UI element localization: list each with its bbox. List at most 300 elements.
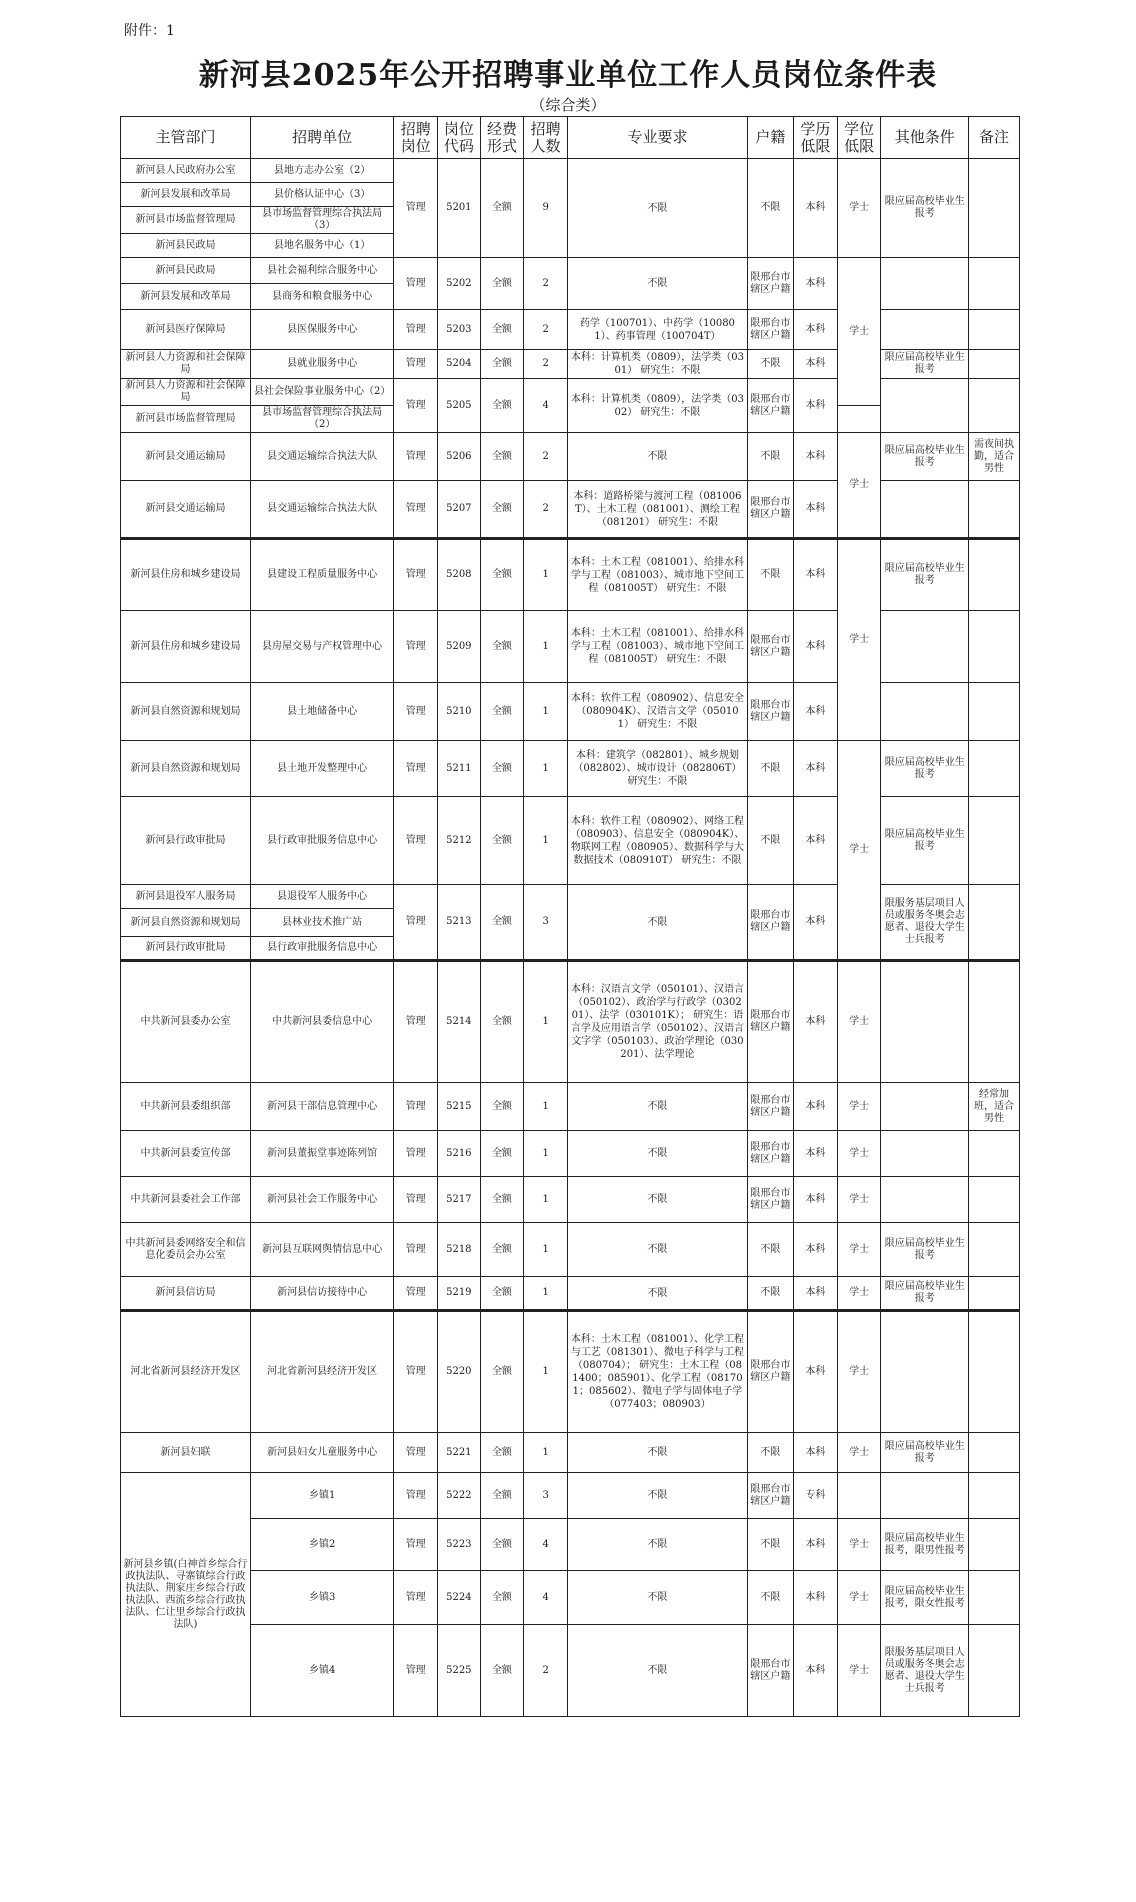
count-cell: 1 <box>524 1277 568 1311</box>
table-row <box>121 961 1020 1083</box>
code-cell: 5209 <box>438 611 481 683</box>
edu-cell: 本科 <box>794 1311 838 1433</box>
edu-cell: 本科 <box>794 611 838 683</box>
header-cell: 学历低限 <box>794 117 838 159</box>
major-cell: 本科：土木工程（081001）、给排水科学与工程（081003）、城市地下空间工程（081005T） 研究生：不限 <box>568 611 748 683</box>
unit-cell: 县交通运输综合执法大队 <box>250 481 393 539</box>
code-cell: 5224 <box>438 1571 481 1625</box>
hukou-cell: 限邢台市辖区户籍 <box>747 258 793 310</box>
count-cell: 2 <box>524 350 568 379</box>
hukou-cell: 不限 <box>747 433 793 481</box>
count-cell: 4 <box>524 379 568 433</box>
code-cell: 5220 <box>438 1311 481 1433</box>
post-cell: 管理 <box>394 741 438 797</box>
post-cell: 管理 <box>394 310 438 350</box>
hukou-cell: 限邢台市辖区户籍 <box>747 1625 793 1717</box>
unit-cell: 县医保服务中心 <box>250 310 393 350</box>
funding-cell: 全额 <box>480 1131 524 1177</box>
edu-cell: 本科 <box>794 797 838 885</box>
table-row <box>121 1223 1020 1277</box>
dept-cell: 新河县住房和城乡建设局 <box>121 539 251 611</box>
note-cell <box>968 885 1019 961</box>
funding-cell: 全额 <box>480 1519 524 1571</box>
major-cell: 不限 <box>568 1519 748 1571</box>
major-cell: 本科：道路桥梁与渡河工程（081006T）、土木工程（081001）、测绘工程（081201） 研究生：不限 <box>568 481 748 539</box>
unit-cell: 县地名服务中心（1） <box>250 234 393 258</box>
post-cell: 管理 <box>394 1223 438 1277</box>
degree-cell: 学士 <box>837 258 881 406</box>
other-cell <box>881 481 968 539</box>
note-cell <box>968 539 1019 611</box>
code-cell: 5208 <box>438 539 481 611</box>
major-cell: 本科：土木工程（081001）、给排水科学与工程（081003）、城市地下空间工程（081005T） 研究生：不限 <box>568 539 748 611</box>
note-cell <box>968 1473 1019 1519</box>
funding-cell: 全额 <box>480 741 524 797</box>
header-row <box>121 117 1020 159</box>
post-cell: 管理 <box>394 611 438 683</box>
hukou-cell: 限邢台市辖区户籍 <box>747 481 793 539</box>
other-cell <box>881 683 968 741</box>
table-row <box>121 683 1020 741</box>
code-cell: 5206 <box>438 433 481 481</box>
unit-cell: 县社会福利综合服务中心 <box>250 258 393 284</box>
hukou-cell: 不限 <box>747 539 793 611</box>
unit-cell: 新河县信访接待中心 <box>250 1277 393 1311</box>
funding-cell: 全额 <box>480 683 524 741</box>
code-cell: 5201 <box>438 159 481 258</box>
edu-cell: 本科 <box>794 683 838 741</box>
dept-cell: 中共新河县委组织部 <box>121 1083 251 1131</box>
note-cell <box>968 1433 1019 1473</box>
post-cell: 管理 <box>394 1311 438 1433</box>
dept-cell: 新河县市场监督管理局 <box>121 406 251 433</box>
code-cell: 5218 <box>438 1223 481 1277</box>
funding-cell: 全额 <box>480 159 524 258</box>
unit-cell: 河北省新河县经济开发区 <box>250 1311 393 1433</box>
dept-cell: 新河县行政审批局 <box>121 797 251 885</box>
hukou-cell: 不限 <box>747 797 793 885</box>
funding-cell: 全额 <box>480 885 524 961</box>
dept-cell: 新河县人民政府办公室 <box>121 159 251 183</box>
hukou-cell: 不限 <box>747 1277 793 1311</box>
unit-cell: 县交通运输综合执法大队 <box>250 433 393 481</box>
degree-cell: 学士 <box>837 159 881 258</box>
table-row <box>121 539 1020 611</box>
count-cell: 1 <box>524 683 568 741</box>
header-cell: 主管部门 <box>121 117 251 159</box>
edu-cell: 本科 <box>794 539 838 611</box>
degree-cell: 学士 <box>837 1223 881 1277</box>
hukou-cell: 限邢台市辖区户籍 <box>747 310 793 350</box>
post-cell: 管理 <box>394 350 438 379</box>
count-cell: 4 <box>524 1519 568 1571</box>
hukou-cell: 不限 <box>747 1519 793 1571</box>
unit-cell: 县市场监督管理综合执法局（3） <box>250 207 393 234</box>
code-cell: 5213 <box>438 885 481 961</box>
header-cell: 招聘单位 <box>250 117 393 159</box>
hukou-cell: 不限 <box>747 1571 793 1625</box>
major-cell: 不限 <box>568 159 748 258</box>
edu-cell: 本科 <box>794 1433 838 1473</box>
post-cell: 管理 <box>394 433 438 481</box>
degree-cell: 学士 <box>837 961 881 1083</box>
degree-cell: 学士 <box>837 1625 881 1717</box>
unit-cell: 县林业技术推广站 <box>250 909 393 937</box>
unit-cell: 县价格认证中心（3） <box>250 183 393 207</box>
hukou-cell: 不限 <box>747 350 793 379</box>
count-cell: 3 <box>524 885 568 961</box>
edu-cell: 本科 <box>794 1277 838 1311</box>
table-row <box>121 1625 1020 1717</box>
unit-cell: 县土地储备中心 <box>250 683 393 741</box>
hukou-cell: 限邢台市辖区户籍 <box>747 1083 793 1131</box>
unit-cell: 乡镇3 <box>250 1571 393 1625</box>
major-cell: 不限 <box>568 1433 748 1473</box>
post-cell: 管理 <box>394 683 438 741</box>
code-cell: 5212 <box>438 797 481 885</box>
unit-cell: 县就业服务中心 <box>250 350 393 379</box>
code-cell: 5225 <box>438 1625 481 1717</box>
dept-cell: 新河县人力资源和社会保障局 <box>121 350 251 379</box>
code-cell: 5210 <box>438 683 481 741</box>
post-cell: 管理 <box>394 797 438 885</box>
table-row <box>121 258 1020 284</box>
table-row <box>121 1519 1020 1571</box>
note-cell <box>968 1177 1019 1223</box>
code-cell: 5217 <box>438 1177 481 1223</box>
funding-cell: 全额 <box>480 1277 524 1311</box>
header-cell: 备注 <box>968 117 1019 159</box>
dept-cell: 新河县发展和改革局 <box>121 183 251 207</box>
hukou-cell: 限邢台市辖区户籍 <box>747 611 793 683</box>
header-cell: 经费形式 <box>480 117 524 159</box>
unit-cell: 县商务和粮食服务中心 <box>250 284 393 310</box>
table-row <box>121 433 1020 481</box>
funding-cell: 全额 <box>480 258 524 310</box>
code-cell: 5215 <box>438 1083 481 1131</box>
funding-cell: 全额 <box>480 310 524 350</box>
unit-cell: 新河县干部信息管理中心 <box>250 1083 393 1131</box>
table-row <box>121 379 1020 406</box>
count-cell: 2 <box>524 481 568 539</box>
dept-cell: 新河县医疗保障局 <box>121 310 251 350</box>
hukou-cell: 限邢台市辖区户籍 <box>747 1131 793 1177</box>
other-cell: 限应届高校毕业生报考 <box>881 1433 968 1473</box>
table-row <box>121 1473 1020 1519</box>
degree-cell: 学士 <box>837 539 881 741</box>
code-cell: 5207 <box>438 481 481 539</box>
dept-cell: 新河县自然资源和规划局 <box>121 683 251 741</box>
funding-cell: 全额 <box>480 1571 524 1625</box>
dept-cell: 新河县民政局 <box>121 234 251 258</box>
header-cell: 招聘人数 <box>524 117 568 159</box>
code-cell: 5219 <box>438 1277 481 1311</box>
hukou-cell: 限邢台市辖区户籍 <box>747 1473 793 1519</box>
post-cell: 管理 <box>394 1131 438 1177</box>
unit-cell: 乡镇2 <box>250 1519 393 1571</box>
dept-cell: 新河县乡镇(白神首乡综合行政执法队、寻寨镇综合行政执法队、荆家庄乡综合行政执法队、西流乡综合行政执法队、仁让里乡综合行政执法队) <box>121 1473 251 1717</box>
table-row <box>121 1571 1020 1625</box>
count-cell: 1 <box>524 539 568 611</box>
edu-cell: 本科 <box>794 481 838 539</box>
post-cell: 管理 <box>394 159 438 258</box>
unit-cell: 乡镇4 <box>250 1625 393 1717</box>
header-cell: 户籍 <box>747 117 793 159</box>
unit-cell: 新河县互联网舆情信息中心 <box>250 1223 393 1277</box>
edu-cell: 本科 <box>794 1131 838 1177</box>
edu-cell: 本科 <box>794 350 838 379</box>
degree-cell: 学士 <box>837 1177 881 1223</box>
post-cell: 管理 <box>394 1433 438 1473</box>
edu-cell: 本科 <box>794 885 838 961</box>
header-cell: 学位低限 <box>837 117 881 159</box>
post-cell: 管理 <box>394 1277 438 1311</box>
note-cell <box>968 1571 1019 1625</box>
table-row <box>121 1131 1020 1177</box>
count-cell: 1 <box>524 797 568 885</box>
note-cell: 需夜间执勤，适合男性 <box>968 433 1019 481</box>
funding-cell: 全额 <box>480 379 524 433</box>
edu-cell: 本科 <box>794 1571 838 1625</box>
table-row <box>121 741 1020 797</box>
dept-cell: 新河县自然资源和规划局 <box>121 909 251 937</box>
funding-cell: 全额 <box>480 433 524 481</box>
edu-cell: 本科 <box>794 258 838 310</box>
post-cell: 管理 <box>394 1519 438 1571</box>
table-row <box>121 1177 1020 1223</box>
other-cell: 限应届高校毕业生报考 <box>881 741 968 797</box>
note-cell <box>968 741 1019 797</box>
dept-cell: 新河县交通运输局 <box>121 481 251 539</box>
degree-cell: 学士 <box>837 1083 881 1131</box>
count-cell: 1 <box>524 741 568 797</box>
table-row <box>121 310 1020 350</box>
code-cell: 5216 <box>438 1131 481 1177</box>
hukou-cell: 限邢台市辖区户籍 <box>747 1311 793 1433</box>
degree-cell: 学士 <box>837 1519 881 1571</box>
page-title: 新河县2025年公开招聘事业单位工作人员岗位条件表 <box>198 58 938 93</box>
major-cell: 不限 <box>568 1223 748 1277</box>
note-cell <box>968 961 1019 1083</box>
unit-cell: 县房屋交易与产权管理中心 <box>250 611 393 683</box>
dept-cell: 中共新河县委办公室 <box>121 961 251 1083</box>
post-cell: 管理 <box>394 539 438 611</box>
note-cell: 经常加班，适合男性 <box>968 1083 1019 1131</box>
note-cell <box>968 350 1019 379</box>
note-cell <box>968 481 1019 539</box>
major-cell: 不限 <box>568 1177 748 1223</box>
code-cell: 5204 <box>438 350 481 379</box>
edu-cell: 本科 <box>794 1223 838 1277</box>
count-cell: 2 <box>524 258 568 310</box>
funding-cell: 全额 <box>480 1177 524 1223</box>
hukou-cell: 限邢台市辖区户籍 <box>747 961 793 1083</box>
note-cell <box>968 310 1019 350</box>
hukou-cell: 不限 <box>747 741 793 797</box>
major-cell: 本科：土木工程（081001）、化学工程与工艺（081301）、微电子科学与工程（080704）； 研究生：土木工程（081400；085901）、化学工程（081701；085602）、微电子学与固体电子学（077403；080903） <box>568 1311 748 1433</box>
unit-cell: 新河县妇女儿童服务中心 <box>250 1433 393 1473</box>
post-cell: 管理 <box>394 1083 438 1131</box>
hukou-cell: 限邢台市辖区户籍 <box>747 683 793 741</box>
count-cell: 1 <box>524 1131 568 1177</box>
code-cell: 5205 <box>438 379 481 433</box>
funding-cell: 全额 <box>480 1473 524 1519</box>
other-cell <box>881 379 968 433</box>
edu-cell: 本科 <box>794 379 838 433</box>
note-cell <box>968 1131 1019 1177</box>
note-cell <box>968 1311 1019 1433</box>
major-cell: 本科：汉语言文学（050101）、汉语言（050102）、政治学与行政学（030201）、法学（030101K）； 研究生：语言学及应用语言学（050102）、汉语言文字学（050103）、政治学理论（030201）、法学理论 <box>568 961 748 1083</box>
major-cell: 不限 <box>568 1473 748 1519</box>
code-cell: 5221 <box>438 1433 481 1473</box>
post-cell: 管理 <box>394 1473 438 1519</box>
dept-cell: 新河县信访局 <box>121 1277 251 1311</box>
degree-cell: 学士 <box>837 433 881 539</box>
dept-cell: 新河县人力资源和社会保障局 <box>121 379 251 406</box>
table-row <box>121 797 1020 885</box>
dept-cell: 新河县交通运输局 <box>121 433 251 481</box>
other-cell: 限应届高校毕业生报考 <box>881 539 968 611</box>
dept-cell: 新河县自然资源和规划局 <box>121 741 251 797</box>
major-cell: 药学（100701）、中药学（100801）、药事管理（100704T） <box>568 310 748 350</box>
other-cell <box>881 310 968 350</box>
funding-cell: 全额 <box>480 1311 524 1433</box>
dept-cell: 新河县妇联 <box>121 1433 251 1473</box>
major-cell: 本科：软件工程（080902）、网络工程（080903）、信息安全（080904K）、物联网工程（080905）、数据科学与大数据技术（080910T） 研究生：不限 <box>568 797 748 885</box>
dept-cell: 中共新河县委宣传部 <box>121 1131 251 1177</box>
table-row <box>121 1277 1020 1311</box>
table-row <box>121 1311 1020 1433</box>
other-cell <box>881 961 968 1083</box>
unit-cell: 县市场监督管理综合执法局（2） <box>250 406 393 433</box>
count-cell: 1 <box>524 1223 568 1277</box>
hukou-cell: 限邢台市辖区户籍 <box>747 1177 793 1223</box>
note-cell <box>968 611 1019 683</box>
other-cell: 限服务基层项目人员或服务冬奥会志愿者、退役大学生士兵报考 <box>881 1625 968 1717</box>
other-cell: 限服务基层项目人员或服务冬奥会志愿者、退役大学生士兵报考 <box>881 885 968 961</box>
page-subtitle: （综合类） <box>530 96 606 114</box>
edu-cell: 本科 <box>794 1519 838 1571</box>
edu-cell: 本科 <box>794 1625 838 1717</box>
degree-cell: 学士 <box>837 1311 881 1433</box>
dept-cell: 新河县退役军人服务局 <box>121 885 251 909</box>
table-row <box>121 611 1020 683</box>
code-cell: 5223 <box>438 1519 481 1571</box>
post-cell: 管理 <box>394 1177 438 1223</box>
unit-cell: 县社会保险事业服务中心（2） <box>250 379 393 406</box>
header-cell: 岗位代码 <box>438 117 481 159</box>
count-cell: 2 <box>524 1625 568 1717</box>
degree-cell: 学士 <box>837 1131 881 1177</box>
count-cell: 4 <box>524 1571 568 1625</box>
note-cell <box>968 1519 1019 1571</box>
table-row <box>121 1083 1020 1131</box>
major-cell: 本科：建筑学（082801）、城乡规划（082802）、城市设计（082806T） 研究生：不限 <box>568 741 748 797</box>
funding-cell: 全额 <box>480 611 524 683</box>
code-cell: 5222 <box>438 1473 481 1519</box>
dept-cell: 新河县民政局 <box>121 258 251 284</box>
post-cell: 管理 <box>394 379 438 433</box>
funding-cell: 全额 <box>480 797 524 885</box>
position-table <box>120 116 1020 1717</box>
count-cell: 1 <box>524 1177 568 1223</box>
note-cell <box>968 159 1019 258</box>
hukou-cell: 不限 <box>747 1223 793 1277</box>
edu-cell: 本科 <box>794 159 838 258</box>
table-row <box>121 885 1020 909</box>
hukou-cell: 限邢台市辖区户籍 <box>747 379 793 433</box>
code-cell: 5203 <box>438 310 481 350</box>
post-cell: 管理 <box>394 1625 438 1717</box>
edu-cell: 本科 <box>794 1083 838 1131</box>
other-cell <box>881 1177 968 1223</box>
funding-cell: 全额 <box>480 1625 524 1717</box>
note-cell <box>968 258 1019 310</box>
edu-cell: 本科 <box>794 310 838 350</box>
unit-cell: 县土地开发整理中心 <box>250 741 393 797</box>
unit-cell: 县建设工程质量服务中心 <box>250 539 393 611</box>
unit-cell: 县地方志办公室（2） <box>250 159 393 183</box>
post-cell: 管理 <box>394 1571 438 1625</box>
note-cell <box>968 379 1019 433</box>
count-cell: 1 <box>524 961 568 1083</box>
major-cell: 不限 <box>568 1277 748 1311</box>
major-cell: 不限 <box>568 1571 748 1625</box>
count-cell: 1 <box>524 1433 568 1473</box>
count-cell: 2 <box>524 433 568 481</box>
count-cell: 1 <box>524 611 568 683</box>
table-row <box>121 481 1020 539</box>
other-cell <box>881 1131 968 1177</box>
degree-cell: 学士 <box>837 1571 881 1625</box>
unit-cell: 新河县董振堂事迹陈列馆 <box>250 1131 393 1177</box>
unit-cell: 中共新河县委信息中心 <box>250 961 393 1083</box>
degree-cell: 学士 <box>837 741 881 961</box>
count-cell: 3 <box>524 1473 568 1519</box>
table-row <box>121 350 1020 379</box>
major-cell: 不限 <box>568 885 748 961</box>
code-cell: 5202 <box>438 258 481 310</box>
funding-cell: 全额 <box>480 481 524 539</box>
header-cell: 其他条件 <box>881 117 968 159</box>
other-cell: 限应届高校毕业生报考 <box>881 159 968 258</box>
edu-cell: 本科 <box>794 1177 838 1223</box>
header-cell: 专业要求 <box>568 117 748 159</box>
edu-cell: 本科 <box>794 741 838 797</box>
other-cell <box>881 1473 968 1519</box>
other-cell <box>881 611 968 683</box>
funding-cell: 全额 <box>480 1083 524 1131</box>
table-row <box>121 159 1020 183</box>
unit-cell: 县行政审批服务信息中心 <box>250 937 393 961</box>
dept-cell: 中共新河县委社会工作部 <box>121 1177 251 1223</box>
funding-cell: 全额 <box>480 350 524 379</box>
funding-cell: 全额 <box>480 1433 524 1473</box>
note-cell <box>968 1277 1019 1311</box>
edu-cell: 专科 <box>794 1473 838 1519</box>
other-cell <box>881 1311 968 1433</box>
other-cell: 限应届高校毕业生报考 <box>881 797 968 885</box>
attachment-label: 附件：1 <box>124 23 175 39</box>
code-cell: 5214 <box>438 961 481 1083</box>
unit-cell: 县退役军人服务中心 <box>250 885 393 909</box>
dept-cell: 河北省新河县经济开发区 <box>121 1311 251 1433</box>
major-cell: 不限 <box>568 258 748 310</box>
code-cell: 5211 <box>438 741 481 797</box>
major-cell: 本科：计算机类（0809），法学类（0302） 研究生：不限 <box>568 379 748 433</box>
unit-cell: 县行政审批服务信息中心 <box>250 797 393 885</box>
degree-cell <box>837 1473 881 1519</box>
